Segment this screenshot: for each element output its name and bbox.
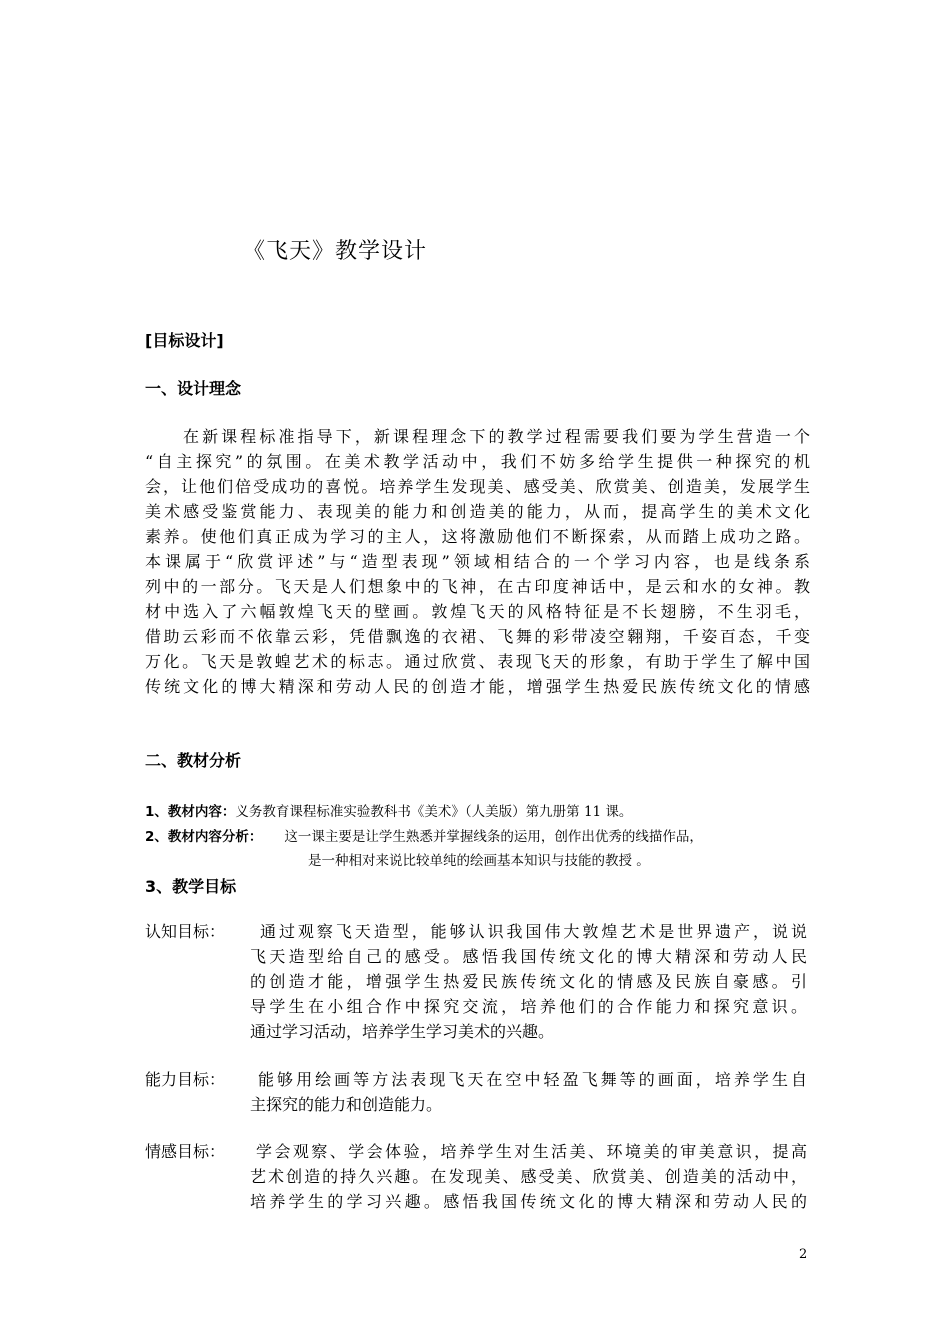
- goal-line: 艺术创造的持久兴趣。在发现美、感受美、欣赏美、创造美的活动中，: [250, 1167, 807, 1186]
- ability-goal-label: 能力目标：: [145, 1070, 226, 1089]
- material-content-row: [145, 800, 632, 820]
- goal-design-heading: [目标设计]: [145, 331, 224, 350]
- document-title: 《飞天》教学设计: [243, 239, 428, 264]
- material-analysis-text: 这一课主要是让学生熟悉并掌握线条的运用，创作出优秀的线描作品，: [284, 829, 703, 845]
- paragraph-line: 会，让他们倍受成功的喜悦。培养学生发现美、感受美、欣赏美、创造美，发展学生: [145, 477, 810, 496]
- paragraph-line: 借助云彩而不依靠云彩，凭借飘逸的衣裙、飞舞的彩带凌空翱翔，千姿百态，千变: [145, 627, 810, 646]
- material-analysis-continuation: 是一种相对来说比较单纯的绘画基本知识与技能的教授 。: [308, 853, 650, 869]
- material-analysis-heading: 二、教材分析: [145, 751, 242, 770]
- paragraph-line: 在新课程标准指导下，新课程理念下的教学过程需要我们要为学生营造一个: [183, 427, 810, 446]
- teaching-goals-heading: 3、教学目标: [145, 877, 237, 896]
- goal-line: 培养学生的学习兴趣。感悟我国传统文化的博大精深和劳动人民的: [250, 1192, 807, 1211]
- design-concept-heading: 一、设计理念: [145, 379, 242, 398]
- paragraph-line: 列中的一部分。飞天是人们想象中的飞神，在古印度神话中，是云和水的女神。教: [145, 577, 810, 596]
- goal-line: 能够用绘画等方法表现飞天在空中轻盈飞舞等的画面，培养学生自: [258, 1070, 807, 1089]
- page-number: 2: [799, 1247, 808, 1262]
- goal-line: 主探究的能力和创造能力。: [250, 1095, 443, 1114]
- goal-line: 通过观察飞天造型，能够认识我国伟大敦煌艺术是世界遗产，说说: [260, 922, 807, 941]
- paragraph-line: 素养。使他们真正成为学习的主人，这将激励他们不断探索，从而踏上成功之路。: [145, 527, 810, 546]
- material-content-text: 义务教育课程标准实验教科书《美术》（人美版）第九册第 11 课。: [235, 804, 633, 820]
- material-analysis-label: 2、教材内容分析：: [145, 829, 263, 845]
- goal-line: 通过学习活动，培养学生学习美术的兴趣。: [250, 1022, 555, 1041]
- paragraph-line: 美术感受鉴赏能力、表现美的能力和创造美的能力，从而，提高学生的美术文化: [145, 502, 810, 521]
- material-content-label: 1、教材内容：: [145, 804, 236, 820]
- paragraph-line: 材中选入了六幅敦煌飞天的壁画。敦煌飞天的风格特征是不长翅膀，不生羽毛，: [145, 602, 810, 621]
- goal-line: 飞天造型给自己的感受。感悟我国传统文化的博大精深和劳动人民: [250, 947, 807, 966]
- ability-goal-text: [250, 1067, 807, 1117]
- goal-line: 的创造才能，增强学生热爱民族传统文化的情感及民族自豪感。引: [250, 972, 807, 991]
- emotion-goal-text: [250, 1139, 807, 1214]
- paragraph-line: “自主探究”的氛围。在美术教学活动中，我们不妨多给学生提供一种探究的机: [145, 452, 810, 471]
- paragraph-line: 本课属于“欣赏评述”与“造型表现”领域相结合的一个学习内容，也是线条系: [145, 552, 810, 571]
- material-analysis-row: [145, 825, 703, 845]
- cognitive-goal-text: [250, 919, 807, 1044]
- paragraph-line: 传统文化的博大精深和劳动人民的创造才能，增强学生热爱民族传统文化的情感: [145, 677, 810, 696]
- goal-line: 导学生在小组合作中探究交流，培养他们的合作能力和探究意识。: [250, 997, 807, 1016]
- design-concept-paragraph: [145, 424, 810, 699]
- emotion-goal-label: 情感目标：: [145, 1142, 226, 1161]
- goal-line: 学会观察、学会体验，培养学生对生活美、环境美的审美意识，提高: [256, 1142, 807, 1161]
- cognitive-goal-label: 认知目标：: [145, 922, 226, 941]
- paragraph-line: 万化。飞天是敦蝗艺术的标志。通过欣赏、表现飞天的形象，有助于学生了解中国: [145, 652, 810, 671]
